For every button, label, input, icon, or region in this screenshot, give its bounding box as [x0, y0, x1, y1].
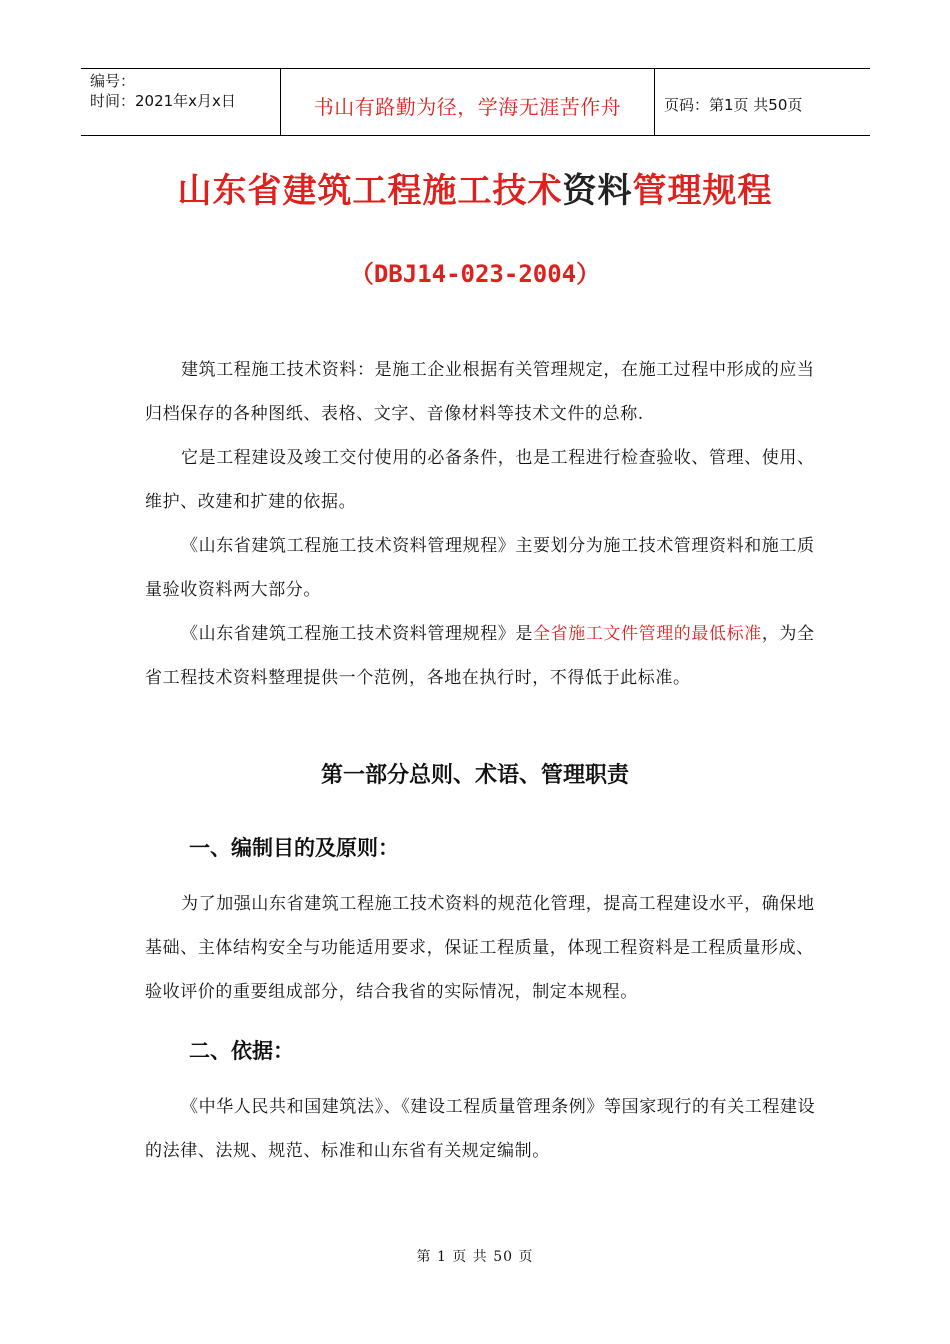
intro-p4-start: 《山东省建筑工程施工技术资料管理规程》是 [181, 624, 533, 644]
section-1-body: 为了加强山东省建筑工程施工技术资料的规范化管理，提高工程建设水平，确保地基础、主体结构安全与功能适用要求，保证工程质量，体现工程资料是工程质量形成、验收评价的重要组成部分，结合我省的实际情况，制定本规程。 [145, 894, 815, 1002]
header-table [81, 68, 870, 136]
part-title: 第一部分总则、术语、管理职责 [320, 763, 629, 788]
section-2-title: 二、依据： [189, 1039, 294, 1063]
intro-p4-highlight: 全省施工文件管理的最低标准 [533, 624, 762, 644]
title-part-2: 资料 [562, 171, 633, 211]
header-meta-cell [81, 69, 281, 135]
page-footer: 第 1 页 共 50 页 [416, 1249, 534, 1265]
intro-paragraph-1: 建筑工程施工技术资料：是施工企业根据有关管理规定，在施工过程中形成的应当归档保存的各种图纸、表格、文字、音像材料等技术文件的总称. [145, 360, 815, 424]
title-part-1: 山东省建筑工程施工技术 [177, 171, 563, 211]
intro-paragraph-3: 《山东省建筑工程施工技术资料管理规程》主要划分为施工技术管理资料和施工质量验收资料两大部分。 [145, 536, 815, 600]
intro-paragraph-4 [145, 612, 825, 700]
intro-paragraph-2: 它是工程建设及竣工交付使用的必备条件，也是工程进行检查验收、管理、使用、维护、改建和扩建的依据。 [145, 448, 815, 512]
intro-p4-end: ，为全省工程技术资料整理提供一个范例，各地在执行时，不得低于此标准。 [145, 624, 815, 688]
document-code: （DBJ14-023-2004） [349, 260, 601, 288]
number-label: 编号： [90, 72, 136, 90]
section-2-body: 《中华人民共和国建筑法》、《建设工程质量管理条例》等国家现行的有关工程建设的法律、法规、规范、标准和山东省有关规定编制。 [145, 1097, 816, 1161]
motto: 书山有路勤为径，学海无涯苦作舟 [313, 94, 622, 119]
page-label: 页码：第1页 共50页 [664, 95, 803, 114]
header-motto-cell [281, 69, 655, 135]
section-1-title: 一、编制目的及原则： [189, 836, 399, 860]
document-title [0, 163, 950, 212]
time-label: 时间：2021年x月x日 [90, 92, 236, 110]
title-part-3: 管理规程 [632, 171, 773, 211]
header-page-cell [655, 69, 870, 135]
